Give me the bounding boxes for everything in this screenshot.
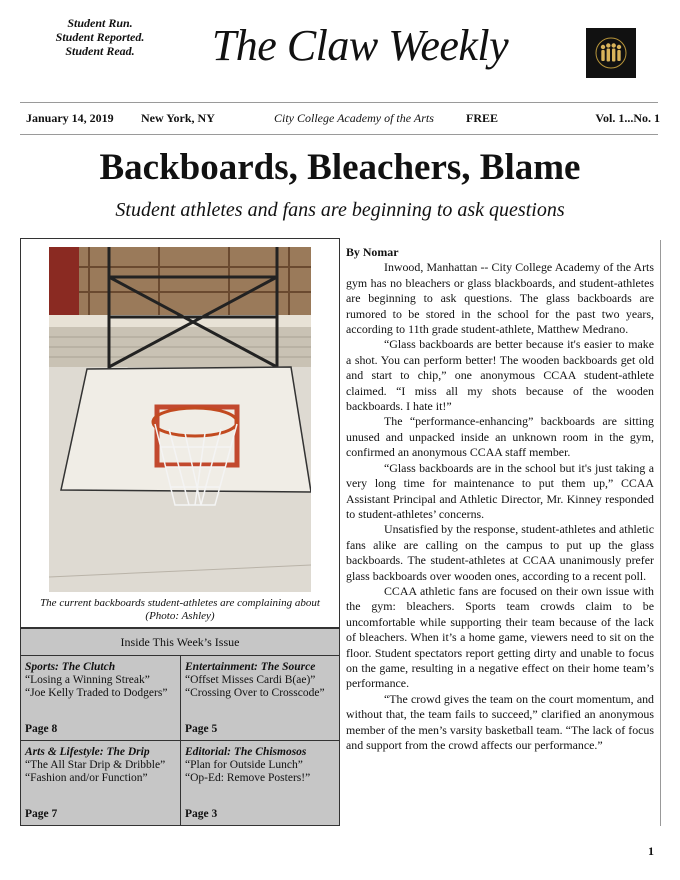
inside-this-issue-box [20,628,340,826]
story-title: “Fashion and/or Function” [25,772,148,784]
story-title: “The All Star Drip & Dribble” [25,759,166,771]
tagline-line: Student Run. [67,16,133,30]
claw-logo-icon [586,28,636,78]
dateline [26,111,660,127]
school-name: City College Academy of the Arts [274,111,434,125]
tagline [40,16,160,58]
section-page: Page 5 [185,723,218,735]
story-title: “Joe Kelly Traded to Dodgers” [25,687,168,699]
article-paragraph: “Glass backboards are better because it's easier to make a shot. You can perform better! The wooden backboards get old and start to chip,” one anonymous CCAA student-athlete claimed. “I miss all my shots because of the wooden backboards. I hate it!” [346,337,654,414]
section-page: Page 8 [25,723,58,735]
column-rule [660,240,661,826]
volume-number: Vol. 1...No. 1 [595,111,660,125]
section-name: Arts & Lifestyle: The Drip [25,746,150,758]
section-name: Sports: The Clutch [25,661,116,673]
photo-caption [27,597,333,623]
bottom-rule [20,134,658,135]
issue-box-title: Inside This Week’s Issue [21,629,339,656]
deck: Student athletes and fans are beginning to ask questions [115,199,565,221]
article-paragraph: Unsatisfied by the response, student-athletes and athletic fans alike are calling on the campus to put up the glass backboards. The student-athletes at CCAA unanimously prefer glass backboards over wooden ones, according to a recent poll. [346,522,654,583]
page-number: 1 [648,844,654,858]
article-paragraph: “The crowd gives the team on the court momentum, and without that, the team fails to succeed,” clarified an anonymous member of the men’s varsity basketball team. “The lack of focus and support from the crowd affects our performance.” [346,691,654,752]
section-name: Editorial: The Chismosos [185,746,307,758]
photo-credit: (Photo: Ashley) [145,610,215,622]
issue-date: January 14, 2019 [26,111,114,125]
story-title: “Plan for Outside Lunch” [185,759,303,771]
article-paragraph: The “performance-enhancing” backboards are sitting unused and unpacked inside an unknown room in the gym, confirmed an anonymous CCAA staff member. [346,414,654,460]
tagline-line: Student Reported. [55,30,145,44]
issue-section-sports[interactable] [21,656,180,740]
issue-location: New York, NY [141,111,215,125]
issue-section-arts[interactable] [21,741,180,825]
caption-text: The current backboards student-athletes are complaining about [40,597,320,609]
photo-box [20,238,340,628]
issue-price: FREE [466,111,499,125]
story-title: “Crossing Over to Crosscode” [185,687,325,699]
section-page: Page 3 [185,808,218,820]
article-paragraph: CCAA athletic fans are focused on their own issue with the gym: bleachers. Sports team crowds claim to be uncomfortable while supporting their team because of the lack of bleachers. When it’s a home game, viewers need to sit on the floor. Student spectators report getting dirty and unable to focus on the game, resulting in a negative effect on their home team’s performance. [346,583,654,691]
story-title: “Offset Misses Cardi B(ae)” [185,674,316,686]
story-title: “Op-Ed: Remove Posters!” [185,772,311,784]
byline: By Nomar [346,245,399,259]
article-paragraph: Inwood, Manhattan -- City College Academy of the Arts gym has no bleachers or glass blackboards, and student-athletes are beginning to ask questions. The glass backboards are rumored to be stored in the school for the past two years, according to 11th grade student-athlete, Matthew Medrano. [346,260,654,337]
tagline-line: Student Read. [65,44,135,58]
issue-section-editorial[interactable] [181,741,340,825]
story-title: “Losing a Winning Streak” [25,674,150,686]
issue-section-entertainment[interactable] [181,656,340,740]
backboard-photo [49,247,311,592]
headline: Backboards, Bleachers, Blame [99,147,581,188]
article-body [346,245,654,753]
section-page: Page 7 [25,808,58,820]
section-name: Entertainment: The Source [185,661,316,673]
top-rule [20,102,658,103]
masthead: The Claw Weekly [211,21,509,70]
article-paragraph: “Glass backboards are in the school but it's just taking a very long time for maintenance to put them up,” CCAA Assistant Principal and Athletic Director, Mr. Kinney responded to student-athletes’ concerns. [346,460,654,521]
